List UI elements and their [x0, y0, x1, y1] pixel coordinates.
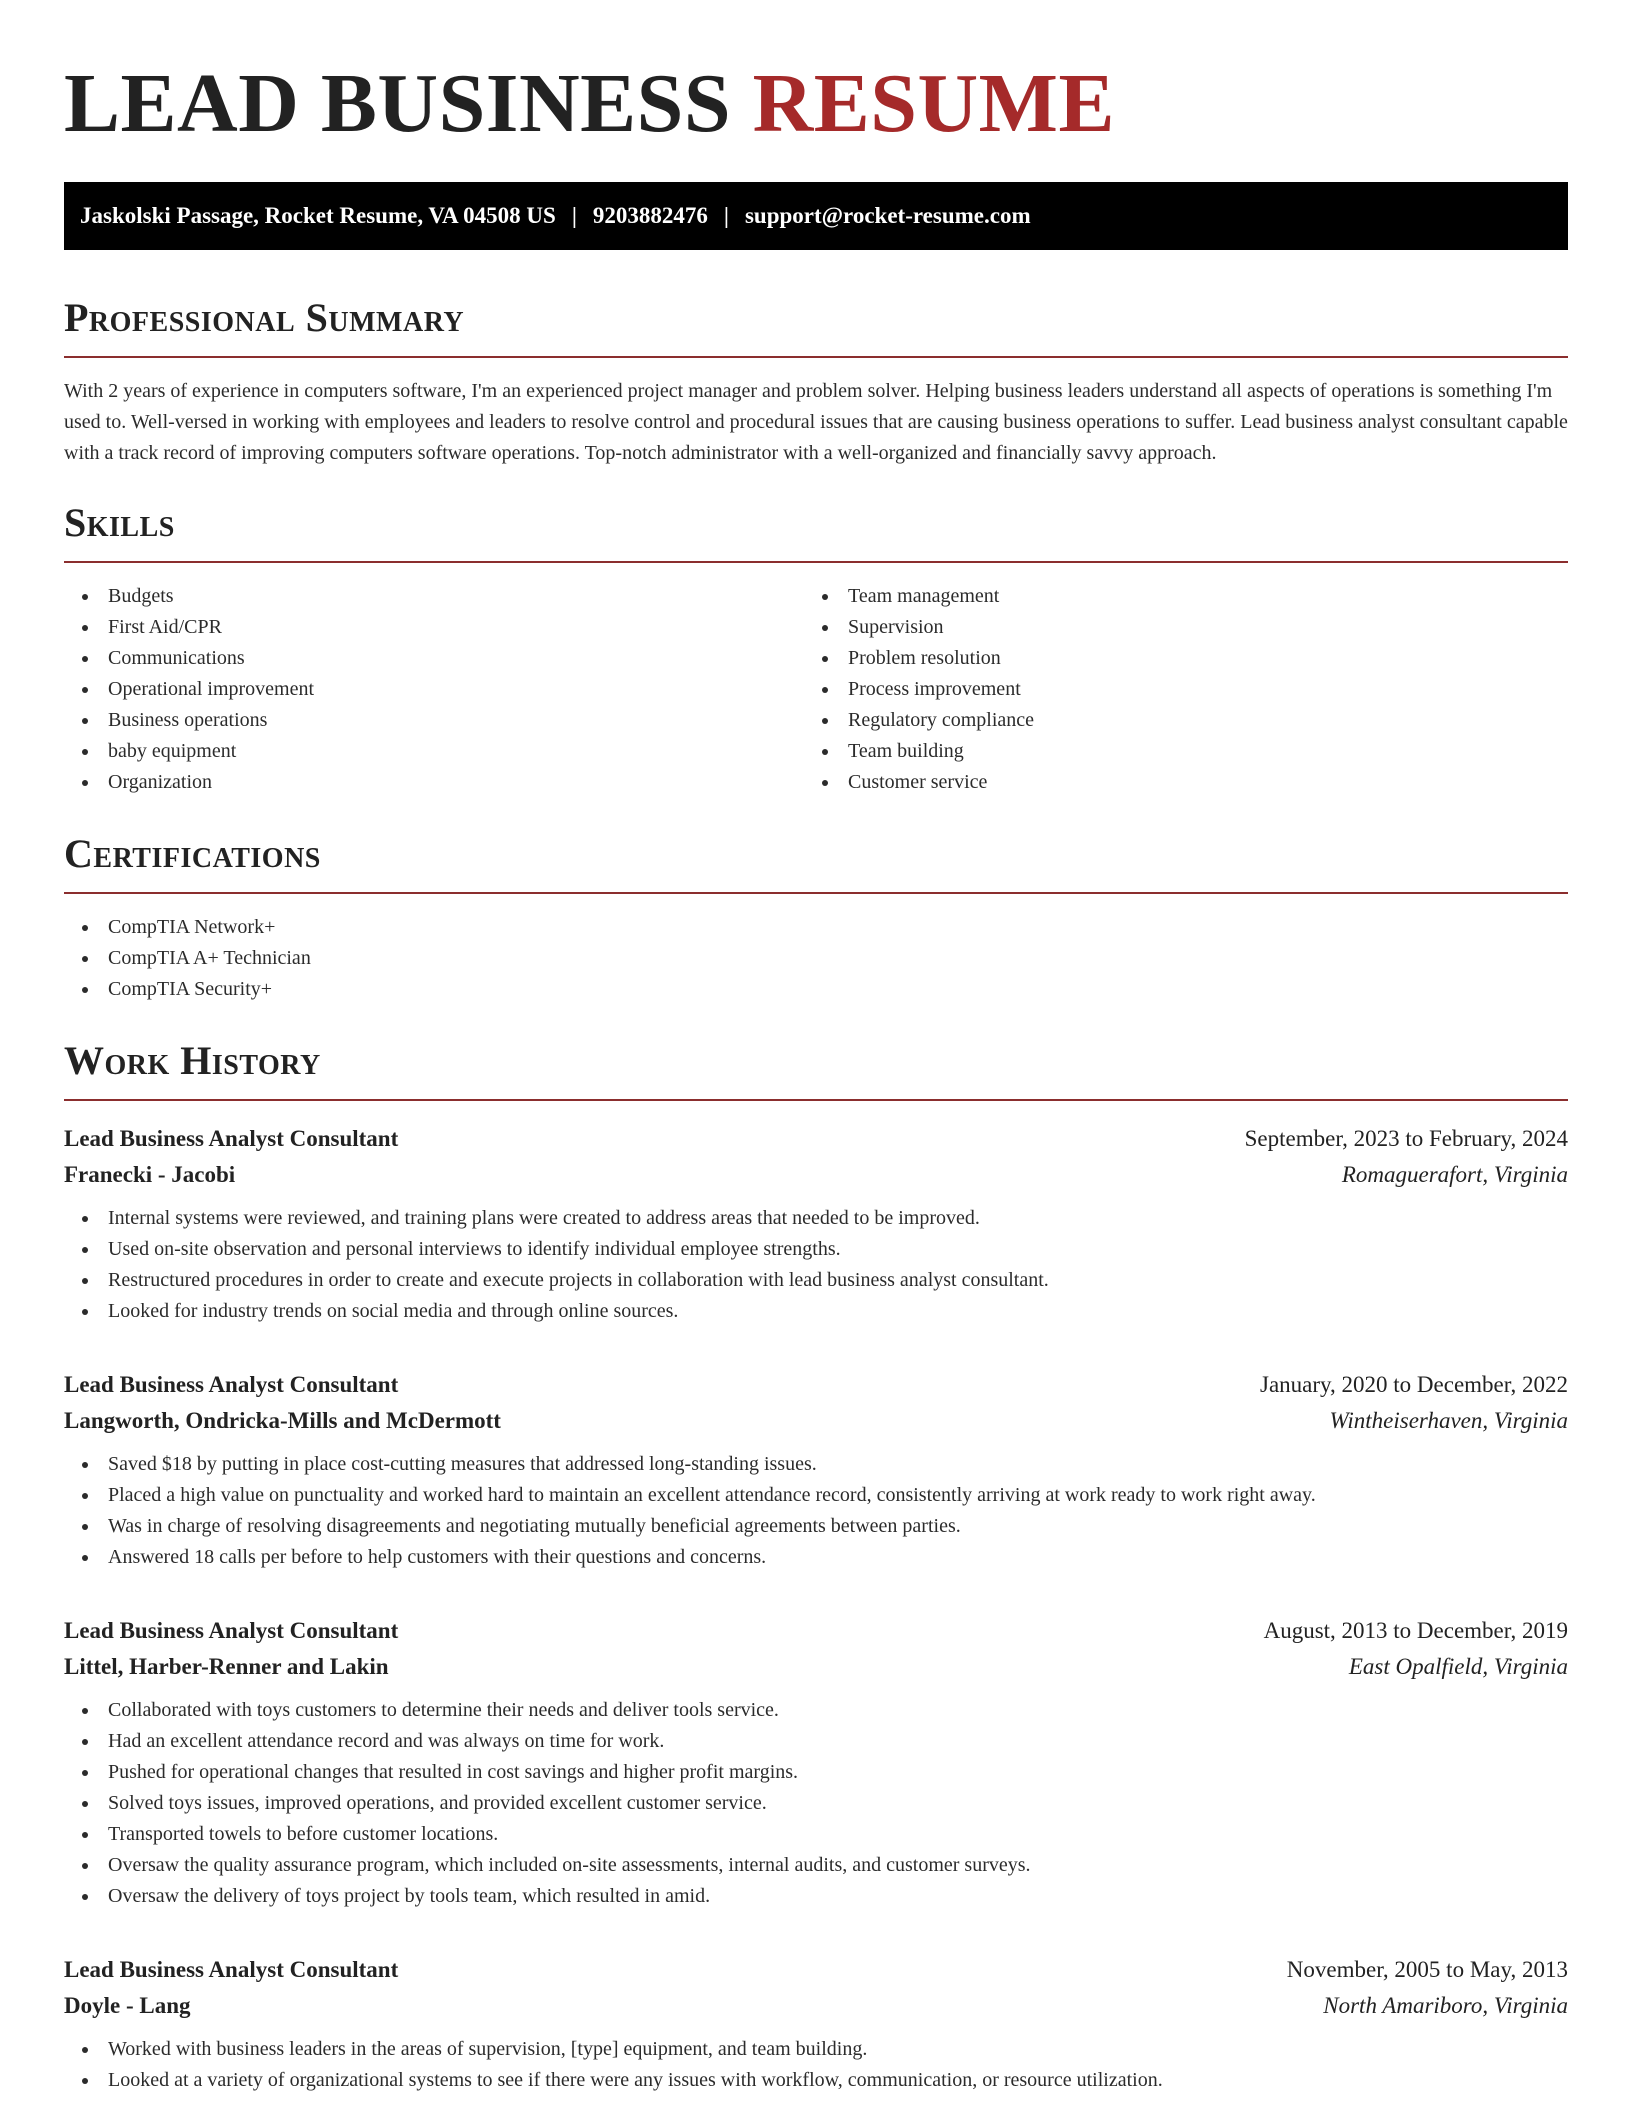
- job-dates: September, 2023 to February, 2024: [1244, 1126, 1568, 1151]
- skill-item: Team building: [804, 736, 1544, 767]
- certification-item: CompTIA A+ Technician: [64, 943, 1568, 974]
- job-dates: January, 2020 to December, 2022: [1260, 1372, 1568, 1397]
- job-header-row: [64, 1952, 1568, 1988]
- job-bullet-list: [64, 1203, 1568, 1327]
- job-company: Franecki - Jacobi: [64, 1162, 236, 1187]
- job-bullet: Had an excellent attendance record and was always on time for work.: [64, 1726, 1568, 1757]
- job-role: Lead Business Analyst Consultant: [64, 1618, 399, 1643]
- job-location: Romaguerafort, Virginia: [1341, 1162, 1568, 1187]
- job-bullet: Saved $18 by putting in place cost-cutting measures that addressed long-standing issues.: [64, 1449, 1568, 1480]
- work-history-heading: Work History: [64, 1038, 321, 1083]
- skills-column-left: [64, 581, 804, 798]
- job-bullet-list: [64, 1695, 1568, 1912]
- skill-item: Communications: [64, 643, 804, 674]
- job-header-row: [64, 1121, 1568, 1157]
- contact-phone: 9203882476: [592, 203, 708, 228]
- job-company: Langworth, Ondricka-Mills and McDermott: [64, 1408, 501, 1433]
- contact-address: Jaskolski Passage, Rocket Resume, VA 04508 US: [80, 203, 556, 228]
- job-dates: November, 2005 to May, 2013: [1286, 1957, 1568, 1982]
- job-bullet: Oversaw the quality assurance program, which included on-site assessments, internal audits, and customer surveys.: [64, 1850, 1568, 1881]
- certification-item: CompTIA Security+: [64, 974, 1568, 1005]
- summary-heading: Professional Summary: [64, 295, 465, 340]
- job-bullet: Used on-site observation and personal interviews to identify individual employee strengths.: [64, 1234, 1568, 1265]
- job-location: North Amariboro, Virginia: [1323, 1993, 1568, 2018]
- job-bullet: Internal systems were reviewed, and training plans were created to address areas that needed to be improved.: [64, 1203, 1568, 1234]
- job-bullet-list: [64, 1449, 1568, 1573]
- summary-text: With 2 years of experience in computers software, I'm an experienced project manager and problem solver. Helping business leaders understand all aspects of operations is something I'm used to. Well-versed in working with employees and leaders to resolve control and procedural issues that are causing business operations to suffer. Lead business analyst consultant capable with a track record of improving computers software operations. Top-notch administrator with a well-organized and financially savvy approach.: [64, 380, 1568, 464]
- job-bullet: Was in charge of resolving disagreements and negotiating mutually beneficial agreements between parties.: [64, 1511, 1568, 1542]
- skill-item: baby equipment: [64, 736, 804, 767]
- job-company-row: [64, 1649, 1568, 1685]
- skill-item: Team management: [804, 581, 1544, 612]
- skill-item: Operational improvement: [64, 674, 804, 705]
- resume-title-main: LEAD BUSINESS: [64, 57, 732, 150]
- certifications-list: [64, 912, 1568, 1005]
- job-role: Lead Business Analyst Consultant: [64, 1957, 399, 1982]
- job-company-row: [64, 1403, 1568, 1439]
- section-divider: [64, 356, 1568, 358]
- job-bullet-list: [64, 2034, 1568, 2096]
- job-dates: August, 2013 to December, 2019: [1263, 1618, 1568, 1643]
- certification-item: CompTIA Network+: [64, 912, 1568, 943]
- skill-item: Organization: [64, 767, 804, 798]
- job-bullet: Looked at a variety of organizational systems to see if there were any issues with workflow, communication, or resource utilization.: [64, 2065, 1568, 2096]
- certifications-heading: Certifications: [64, 831, 321, 876]
- job-bullet: Placed a high value on punctuality and worked hard to maintain an excellent attendance record, consistently arriving at work ready to work right away.: [64, 1480, 1568, 1511]
- section-divider: [64, 561, 1568, 563]
- job-bullet: Oversaw the delivery of toys project by tools team, which resulted in amid.: [64, 1881, 1568, 1912]
- contact-email: support@rocket-resume.com: [744, 203, 1031, 228]
- contact-separator: |: [723, 203, 729, 228]
- resume-page: [64, 0, 1568, 2096]
- resume-title-accent: RESUME: [752, 57, 1115, 150]
- job-bullet: Solved toys issues, improved operations, and provided excellent customer service.: [64, 1788, 1568, 1819]
- job-location: Wintheiserhaven, Virginia: [1329, 1408, 1568, 1433]
- job-company-row: [64, 1157, 1568, 1193]
- skill-item: Customer service: [804, 767, 1544, 798]
- job-company: Doyle - Lang: [64, 1993, 191, 2018]
- work-history-list: [64, 1121, 1568, 2096]
- job-header-row: [64, 1367, 1568, 1403]
- job-bullet: Worked with business leaders in the areas of supervision, [type] equipment, and team building.: [64, 2034, 1568, 2065]
- skill-item: Regulatory compliance: [804, 705, 1544, 736]
- job-bullet: Restructured procedures in order to create and execute projects in collaboration with lead business analyst consultant.: [64, 1265, 1568, 1296]
- job-location: East Opalfield, Virginia: [1348, 1654, 1568, 1679]
- section-divider: [64, 892, 1568, 894]
- job-entry: [64, 1367, 1568, 1573]
- contact-separator: |: [571, 203, 577, 228]
- job-header-row: [64, 1613, 1568, 1649]
- skill-item: Business operations: [64, 705, 804, 736]
- job-role: Lead Business Analyst Consultant: [64, 1372, 399, 1397]
- job-bullet: Pushed for operational changes that resulted in cost savings and higher profit margins.: [64, 1757, 1568, 1788]
- job-entry: [64, 1121, 1568, 1327]
- skills-heading: Skills: [64, 500, 175, 545]
- resume-title: [64, 58, 1568, 150]
- contact-bar: [64, 182, 1568, 250]
- job-bullet: Collaborated with toys customers to determine their needs and deliver tools service.: [64, 1695, 1568, 1726]
- skill-item: Supervision: [804, 612, 1544, 643]
- job-entry: [64, 1613, 1568, 1912]
- skill-item: Problem resolution: [804, 643, 1544, 674]
- skills-grid: [64, 581, 1568, 798]
- job-company: Littel, Harber-Renner and Lakin: [64, 1654, 389, 1679]
- section-divider: [64, 1099, 1568, 1101]
- skills-column-right: [804, 581, 1544, 798]
- skill-item: Budgets: [64, 581, 804, 612]
- job-bullet: Transported towels to before customer locations.: [64, 1819, 1568, 1850]
- job-bullet: Answered 18 calls per before to help customers with their questions and concerns.: [64, 1542, 1568, 1573]
- skill-item: First Aid/CPR: [64, 612, 804, 643]
- job-role: Lead Business Analyst Consultant: [64, 1126, 399, 1151]
- job-entry: [64, 1952, 1568, 2096]
- job-company-row: [64, 1988, 1568, 2024]
- job-bullet: Looked for industry trends on social media and through online sources.: [64, 1296, 1568, 1327]
- skill-item: Process improvement: [804, 674, 1544, 705]
